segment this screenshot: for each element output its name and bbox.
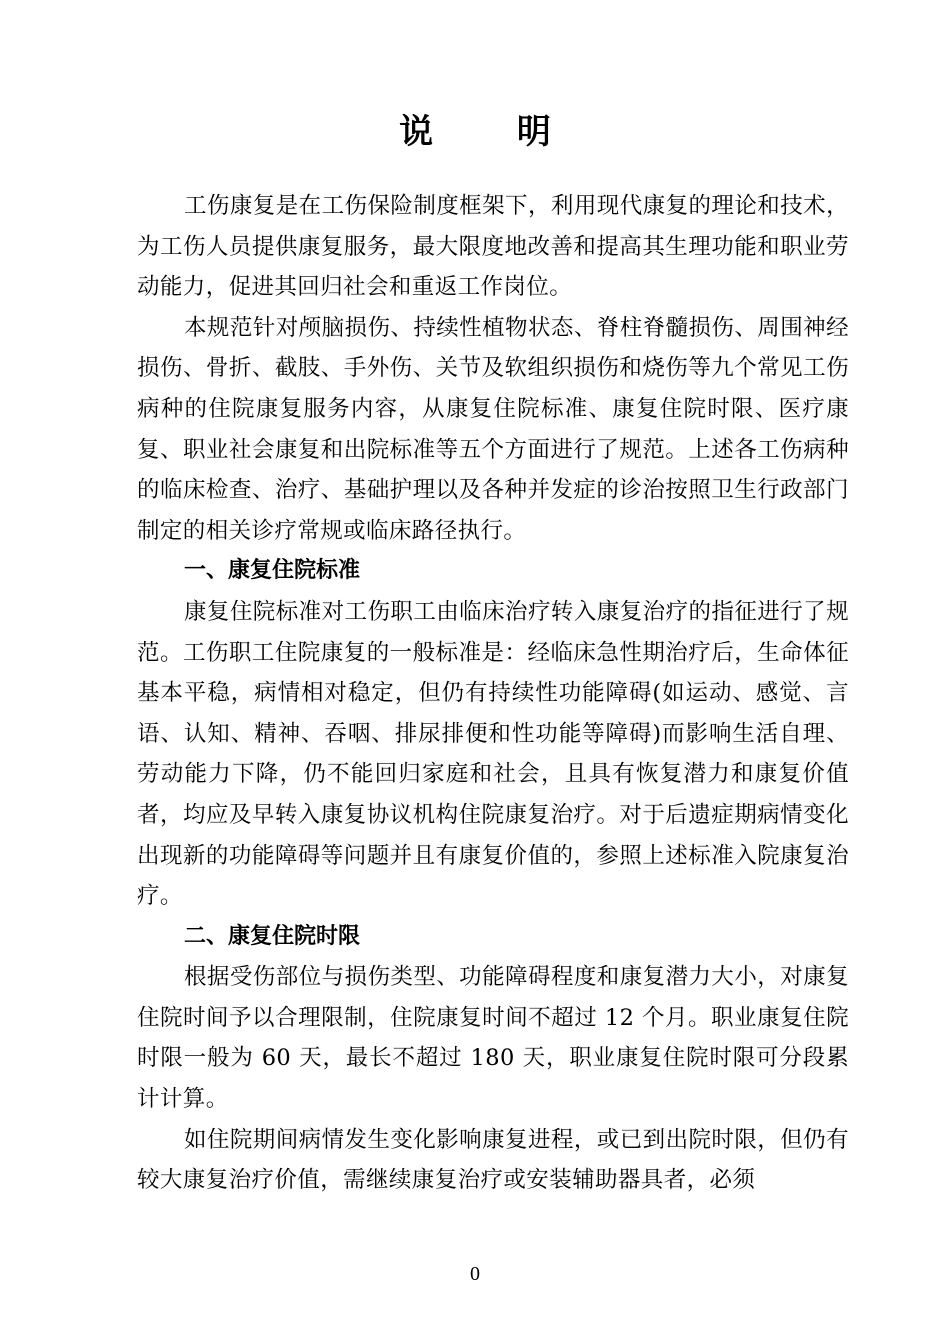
page-number: 0 <box>470 1263 480 1285</box>
section-2-heading: 二、康复住院时限 <box>184 923 361 949</box>
section-1-heading: 一、康复住院标准 <box>184 558 361 584</box>
intro-paragraph-1: 工伤康复是在工伤保险制度框架下，利用现代康复的理论和技术，为工伤人员提供康复服务，最大限度地改善和提高其生理功能和职业劳动能力，促进其回归社会和重返工作岗位。 <box>137 193 849 301</box>
document-body <box>137 186 849 1201</box>
page-title: 说 明 <box>399 112 587 152</box>
section-2-paragraph-1: 根据受伤部位与损伤类型、功能障碍程度和康复潜力大小，对康复住院时间予以合理限制，住院康复时间不超过 12 个月。职业康复住院时限一般为 60 天，最长不超过 180 天，职业康复住院时限可分段累计计算。 <box>137 964 849 1113</box>
section-2-paragraph-2: 如住院期间病情发生变化影响康复进程，或已到出院时限，但仍有较大康复治疗价值，需继续康复治疗或安装辅助器具者，必须 <box>137 1126 849 1194</box>
section-1-paragraph: 康复住院标准对工伤职工由临床治疗转入康复治疗的指征进行了规范。工伤职工住院康复的一般标准是：经临床急性期治疗后，生命体征基本平稳，病情相对稳定，但仍有持续性功能障碍(如运动、感觉、言语、认知、精神、吞咽、排尿排便和性功能等障碍)而影响生活自理、劳动能力下降，仍不能回归家庭和社会，且具有恢复潜力和康复价值者，均应及早转入康复协议机构住院康复治疗。对于后遗症期病情变化出现新的功能障碍等问题并且有康复价值的，参照上述标准入院康复治疗。 <box>137 598 849 910</box>
intro-paragraph-2: 本规范针对颅脑损伤、持续性植物状态、脊柱脊髓损伤、周围神经损伤、骨折、截肢、手外伤、关节及软组织损伤和烧伤等九个常见工伤病种的住院康复服务内容，从康复住院标准、康复住院时限、医疗康复、职业社会康复和出院标准等五个方面进行了规范。上述各工伤病种的临床检查、治疗、基础护理以及各种并发症的诊治按照卫生行政部门制定的相关诊疗常规或临床路径执行。 <box>137 314 849 544</box>
